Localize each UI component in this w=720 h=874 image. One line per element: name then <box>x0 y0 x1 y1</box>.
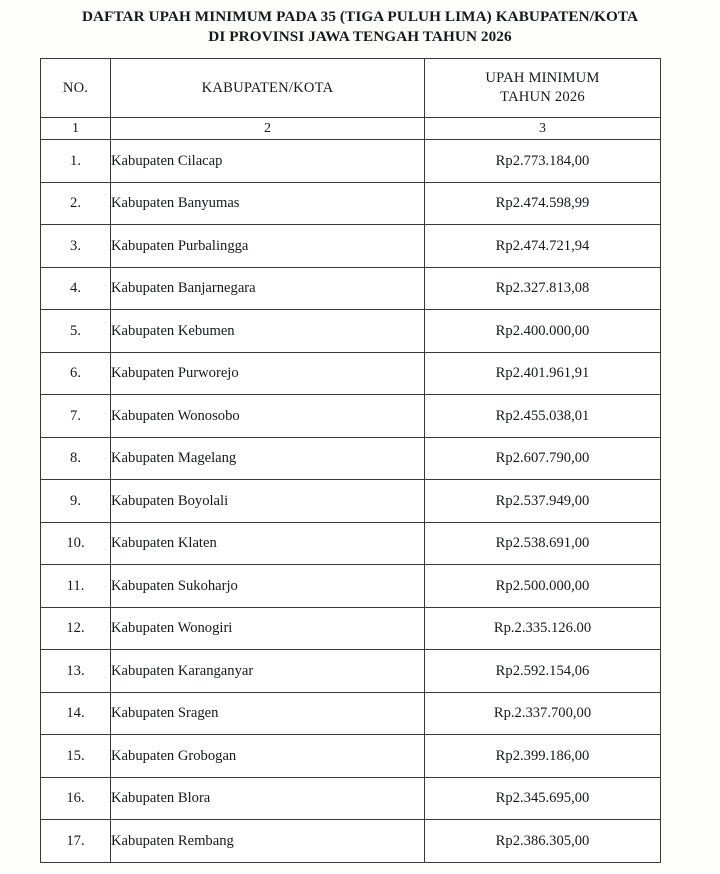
row-wage-amount: Rp2.607.790,00 <box>425 437 661 480</box>
row-number: 6. <box>41 352 111 395</box>
row-region-name: Kabupaten Boyolali <box>111 480 425 523</box>
row-region-name: Kabupaten Wonosobo <box>111 395 425 438</box>
table-row <box>41 565 661 608</box>
row-region-name: Kabupaten Banyumas <box>111 182 425 225</box>
row-region-name: Kabupaten Kebumen <box>111 310 425 353</box>
row-region-name: Kabupaten Klaten <box>111 522 425 565</box>
column-header-no: NO. <box>41 59 111 118</box>
row-wage-amount: Rp.2.335.126.00 <box>425 607 661 650</box>
row-wage-amount: Rp2.538.691,00 <box>425 522 661 565</box>
row-number: 7. <box>41 395 111 438</box>
row-region-name: Kabupaten Sragen <box>111 692 425 735</box>
row-region-name: Kabupaten Cilacap <box>111 140 425 183</box>
row-number: 3. <box>41 225 111 268</box>
column-number-wage: 3 <box>425 118 661 140</box>
table-row <box>41 777 661 820</box>
table-row <box>41 267 661 310</box>
column-header-wage <box>425 59 661 118</box>
row-region-name: Kabupaten Sukoharjo <box>111 565 425 608</box>
row-region-name: Kabupaten Rembang <box>111 820 425 863</box>
page-title-line-1: DAFTAR UPAH MINIMUM PADA 35 (TIGA PULUH LIMA) KABUPATEN/KOTA <box>81 8 639 25</box>
page-title <box>0 0 720 46</box>
table-row <box>41 352 661 395</box>
row-number: 12. <box>41 607 111 650</box>
wage-table-container <box>40 58 660 863</box>
table-row <box>41 480 661 523</box>
table-row <box>41 522 661 565</box>
row-number: 2. <box>41 182 111 225</box>
row-region-name: Kabupaten Magelang <box>111 437 425 480</box>
row-wage-amount: Rp2.401.961,91 <box>425 352 661 395</box>
row-wage-amount: Rp2.455.038,01 <box>425 395 661 438</box>
row-number: 14. <box>41 692 111 735</box>
row-wage-amount: Rp2.773.184,00 <box>425 140 661 183</box>
row-wage-amount: Rp2.345.695,00 <box>425 777 661 820</box>
row-region-name: Kabupaten Blora <box>111 777 425 820</box>
table-row <box>41 650 661 693</box>
row-number: 8. <box>41 437 111 480</box>
row-wage-amount: Rp2.327.813,08 <box>425 267 661 310</box>
row-wage-amount: Rp.2.337.700,00 <box>425 692 661 735</box>
table-header-row <box>41 59 661 118</box>
column-header-wage-line-1: UPAH MINIMUM <box>485 70 600 86</box>
row-region-name: Kabupaten Purworejo <box>111 352 425 395</box>
row-wage-amount: Rp2.500.000,00 <box>425 565 661 608</box>
row-region-name: Kabupaten Wonogiri <box>111 607 425 650</box>
row-wage-amount: Rp2.592.154,06 <box>425 650 661 693</box>
table-row <box>41 437 661 480</box>
table-row <box>41 310 661 353</box>
row-wage-amount: Rp2.474.721,94 <box>425 225 661 268</box>
row-number: 11. <box>41 565 111 608</box>
table-row <box>41 225 661 268</box>
row-number: 16. <box>41 777 111 820</box>
table-row <box>41 140 661 183</box>
table-row <box>41 607 661 650</box>
table-row <box>41 692 661 735</box>
column-number-row <box>41 118 661 140</box>
table-row <box>41 182 661 225</box>
row-region-name: Kabupaten Purbalingga <box>111 225 425 268</box>
row-number: 1. <box>41 140 111 183</box>
table-row <box>41 395 661 438</box>
row-number: 10. <box>41 522 111 565</box>
table-body <box>41 140 661 863</box>
row-number: 9. <box>41 480 111 523</box>
row-wage-amount: Rp2.386.305,00 <box>425 820 661 863</box>
row-number: 4. <box>41 267 111 310</box>
row-number: 5. <box>41 310 111 353</box>
row-number: 13. <box>41 650 111 693</box>
minimum-wage-table <box>40 58 661 863</box>
column-header-region: KABUPATEN/KOTA <box>111 59 425 118</box>
column-number-no: 1 <box>41 118 111 140</box>
column-number-region: 2 <box>111 118 425 140</box>
row-wage-amount: Rp2.400.000,00 <box>425 310 661 353</box>
table-row <box>41 735 661 778</box>
row-number: 15. <box>41 735 111 778</box>
row-wage-amount: Rp2.399.186,00 <box>425 735 661 778</box>
row-region-name: Kabupaten Banjarnegara <box>111 267 425 310</box>
page-title-line-2: DI PROVINSI JAWA TENGAH TAHUN 2026 <box>208 27 512 45</box>
row-wage-amount: Rp2.474.598,99 <box>425 182 661 225</box>
table-row <box>41 820 661 863</box>
row-region-name: Kabupaten Karanganyar <box>111 650 425 693</box>
row-number: 17. <box>41 820 111 863</box>
row-region-name: Kabupaten Grobogan <box>111 735 425 778</box>
column-header-wage-line-2: TAHUN 2026 <box>500 89 585 105</box>
row-wage-amount: Rp2.537.949,00 <box>425 480 661 523</box>
